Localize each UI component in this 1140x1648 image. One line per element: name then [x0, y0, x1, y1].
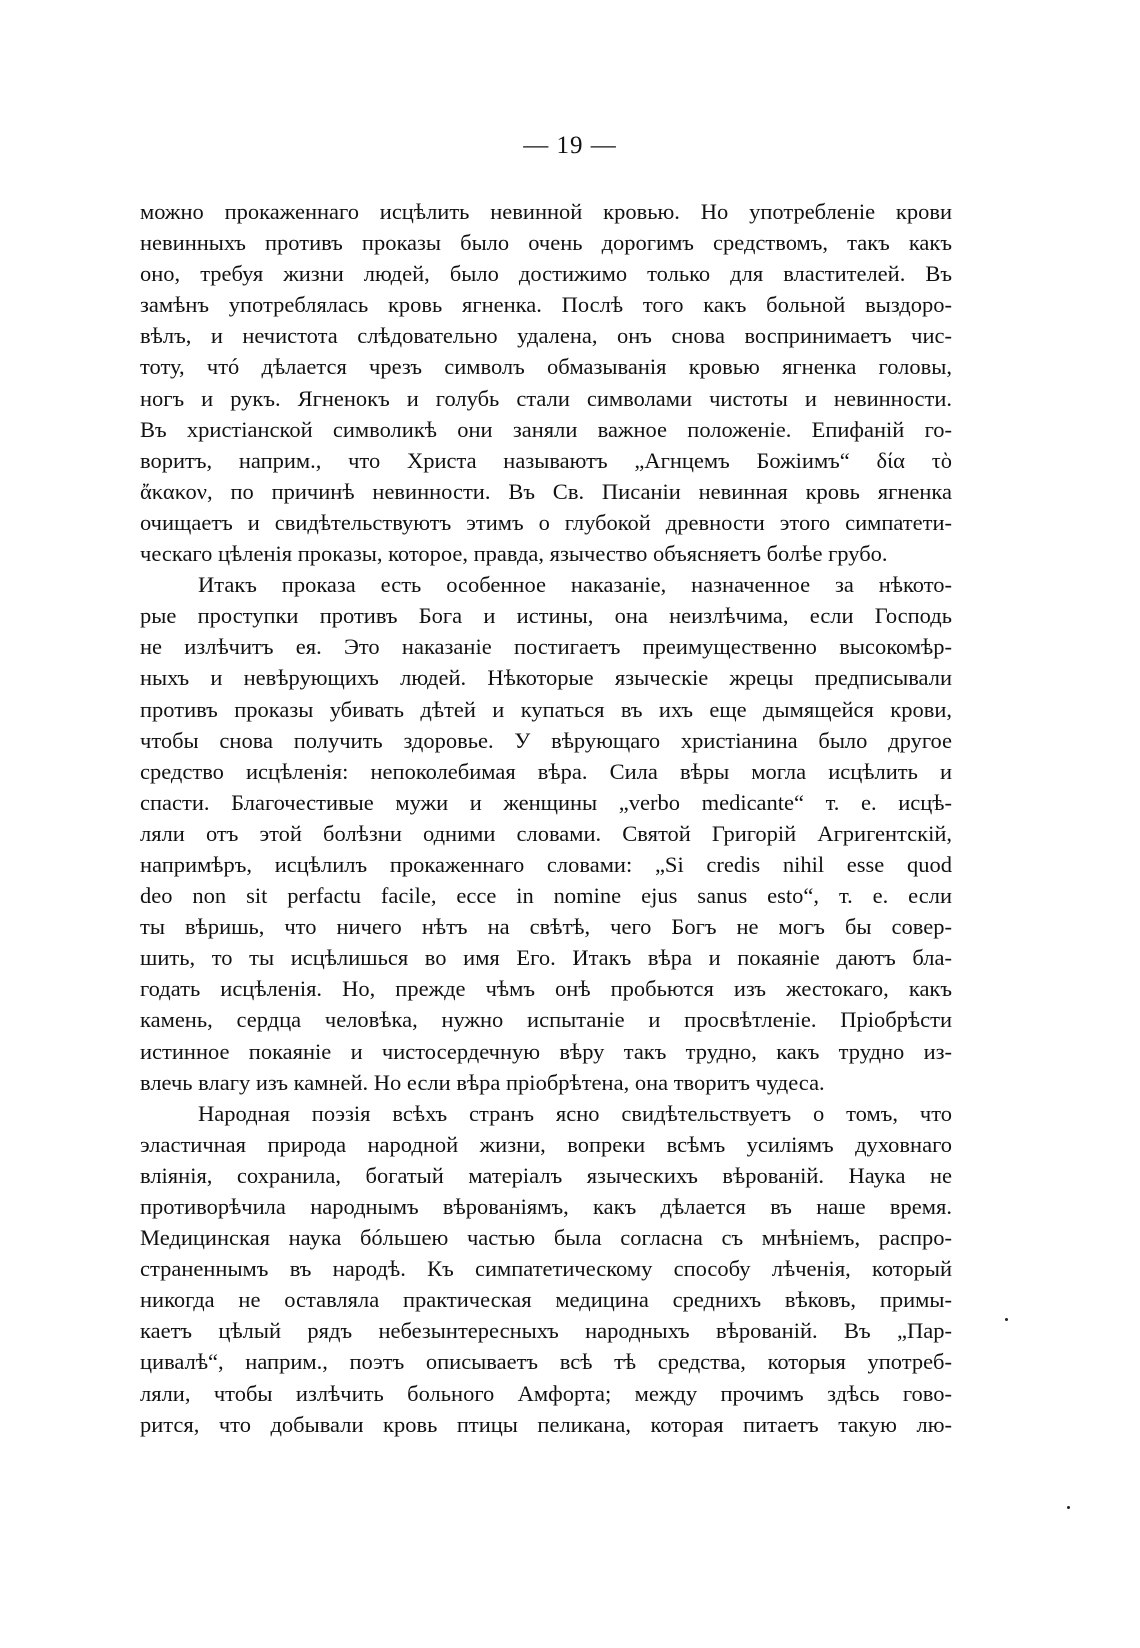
text-line: чтобы снова получить здоровье. У вѣрующаго христіанина было другое — [140, 727, 952, 753]
text-line: оно, требуя жизни людей, было достижимо только для властителей. Въ — [140, 261, 952, 287]
body-text — [140, 196, 952, 1440]
text-line: спасти. Благочестивые мужи и женщины „verbo medicante“ т. е. исцѣ- — [140, 789, 952, 815]
text-line: не излѣчитъ ея. Это наказаніе постигаетъ преимущественно высокомѣр- — [140, 634, 952, 660]
text-line: противорѣчила народнымъ вѣрованіямъ, какъ дѣлается въ наше время. — [140, 1194, 952, 1219]
text-line: Народная поэзія всѣхъ странъ ясно свидѣтельствуетъ о томъ, что — [198, 1100, 952, 1126]
text-line: влечь влагу изъ камней. Но если вѣра пріобрѣтена, она творитъ чудеса. — [140, 1069, 825, 1095]
text-line: шить, то ты исцѣлишься во имя Его. Итакъ вѣра и покаяніе даютъ бла- — [140, 945, 952, 971]
text-line: ἄκακον, по причинѣ невинности. Въ Св. Писаніи невинная кровь ягненка — [140, 478, 952, 504]
text-line: ческаго цѣленія проказы, которое, правда, язычество объясняетъ болѣе грубо. — [140, 541, 888, 567]
text-line: Медицинская наука бóльшею частью была согласна съ мнѣніемъ, распро- — [140, 1225, 952, 1251]
scan-speck — [1067, 1506, 1070, 1509]
text-line: годать исцѣленія. Но, прежде чѣмъ онѣ пробьются изъ жестокаго, какъ — [140, 976, 952, 1002]
text-line: можно прокаженнаго исцѣлить невинной кровью. Но употребленіе крови — [140, 199, 952, 224]
text-line: истинное покаяніе и чистосердечную вѣру такъ трудно, какъ трудно из- — [140, 1038, 952, 1064]
text-line: очищаетъ и свидѣтельствуютъ этимъ о глубокой древности этого симпатети- — [140, 509, 952, 535]
text-line: deo non sit perfactu facile, ecce in nomine ejus sanus esto“, т. е. если — [140, 883, 952, 909]
text-line: тоту, чтó дѣлается чрезъ символъ обмазыванія кровью ягненка головы, — [140, 354, 952, 380]
text-line: воритъ, наприм., что Христа называютъ „Агнцемъ Божіимъ“ δία τὸ — [140, 447, 952, 473]
text-line: невинныхъ противъ проказы было очень дорогимъ средствомъ, такъ какъ — [140, 230, 952, 256]
text-line: вліянія, сохранила, богатый матеріалъ языческихъ вѣрованій. Наука не — [140, 1162, 952, 1188]
text-line: рые проступки противъ Бога и истины, она неизлѣчима, если Господь — [140, 603, 952, 629]
text-line: Въ христіанской символикѣ они заняли важное положеніе. Епифаній го- — [140, 416, 952, 442]
text-line: ляли, чтобы излѣчить больного Амфорта; между прочимъ здѣсь гово- — [140, 1380, 952, 1406]
text-line: эластичная природа народной жизни, вопреки всѣмъ усиліямъ духовнаго — [140, 1131, 952, 1157]
text-line: противъ проказы убивать дѣтей и купаться въ ихъ еще дымящейся крови, — [140, 696, 952, 722]
text-line: никогда не оставляла практическая медицина среднихъ вѣковъ, примы- — [140, 1287, 952, 1313]
scan-speck — [1005, 1318, 1008, 1321]
text-line: ты вѣришь, что ничего нѣтъ на свѣтѣ, чего Богъ не могъ бы совер- — [140, 914, 952, 940]
text-line: Итакъ проказа есть особенное наказаніе, назначенное за нѣкото- — [198, 572, 952, 598]
text-line: рится, что добывали кровь птицы пеликана, которая питаетъ такую лю- — [140, 1411, 952, 1437]
text-line: ногъ и рукъ. Ягненокъ и голубь стали символами чистоты и невинности. — [140, 385, 952, 411]
text-line: замѣнъ употреблялась кровь ягненка. Послѣ того какъ больной выздоро- — [140, 292, 952, 318]
text-line: страненнымъ въ народѣ. Къ симпатетическому способу лѣченія, который — [140, 1256, 952, 1282]
text-line: ляли отъ этой болѣзни одними словами. Святой Григорій Агригентскій, — [140, 820, 952, 846]
text-line: вѣлъ, и нечистота слѣдовательно удалена, онъ снова воспринимаетъ чис- — [140, 323, 952, 349]
text-line: средство исцѣленія: непоколебимая вѣра. Сила вѣры могла исцѣлить и — [140, 758, 952, 784]
text-line: ныхъ и невѣрующихъ людей. Нѣкоторые языческіе жрецы предписывали — [140, 665, 952, 691]
text-line: цивалѣ“, наприм., поэтъ описываетъ всѣ тѣ средства, которыя употреб- — [140, 1349, 952, 1375]
text-line: камень, сердца человѣка, нужно испытаніе и просвѣтленіе. Пріобрѣсти — [140, 1007, 952, 1033]
page-number: — 19 — — [523, 132, 617, 159]
text-line: каетъ цѣлый рядъ небезынтересныхъ народныхъ вѣрованій. Въ „Пар- — [140, 1318, 952, 1344]
text-line: напримѣръ, исцѣлилъ прокаженнаго словами: „Si credis nihil esse quod — [140, 851, 952, 877]
